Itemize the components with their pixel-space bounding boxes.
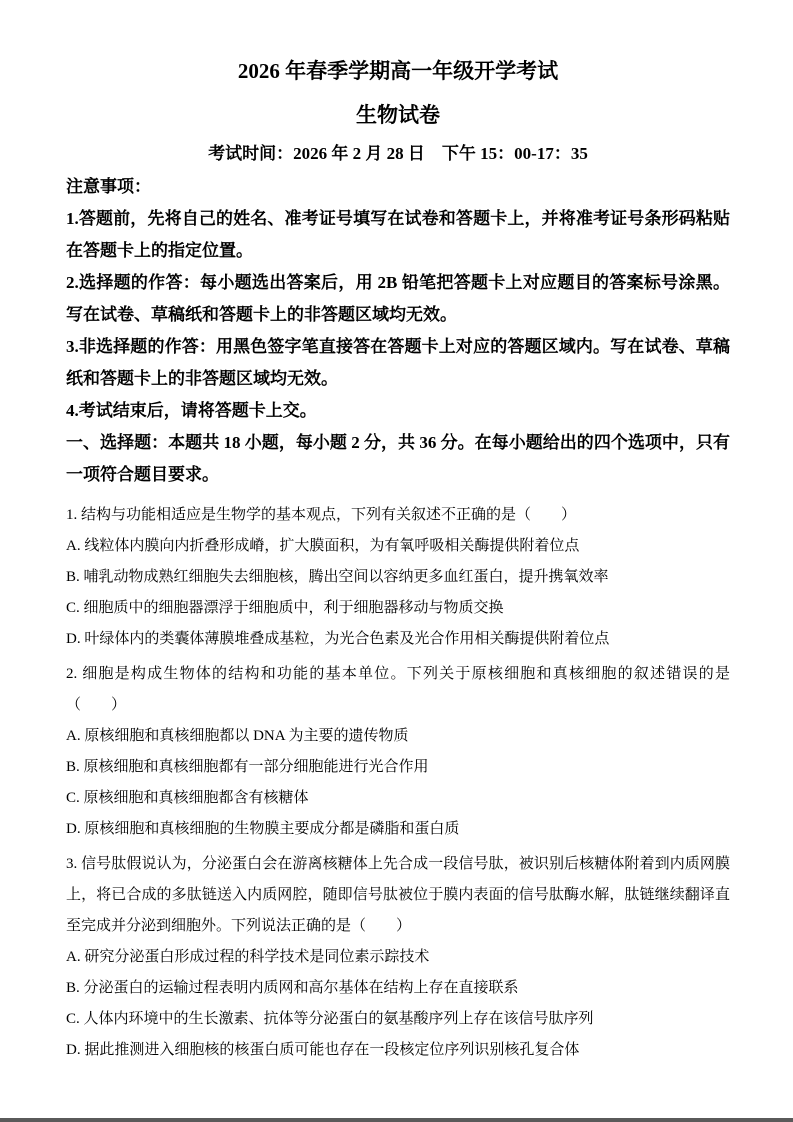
question-2-option-c: C. 原核细胞和真核细胞都含有核糖体 [66, 790, 309, 806]
exam-time-line: 考试时间：2026 年 2 月 28 日 下午 15：00-17：35 [208, 144, 588, 163]
page-subtitle: 生物试卷 [356, 103, 440, 127]
question-1 [66, 500, 730, 655]
question-1-option-a: A. 线粒体内膜向内折叠形成嵴，扩大膜面积，为有氧呼吸相关酶提供附着位点 [66, 538, 580, 554]
notices-section [66, 171, 730, 491]
question-3 [66, 849, 730, 1066]
questions-list [66, 500, 730, 1066]
question-1-option-d: D. 叶绿体内的类囊体薄膜堆叠成基粒，为光合色素及光合作用相关酶提供附着位点 [66, 631, 610, 647]
notice-item-4: 4.考试结束后，请将答题卡上交。 [66, 401, 317, 420]
notices-header: 注意事项： [66, 177, 151, 196]
notice-item-1: 1.答题前，先将自己的姓名、准考证号填写在试卷和答题卡上，并将准考证号条形码粘贴在答题卡上的指定位置。 [66, 209, 730, 260]
section-header-multiple-choice: 一、选择题：本题共 18 小题，每小题 2 分，共 36 分。在每小题给出的四个选项中，只有一项符合题目要求。 [66, 433, 730, 484]
question-2-option-b: B. 原核细胞和真核细胞都有一部分细胞能进行光合作用 [66, 759, 429, 775]
question-3-option-a: A. 研究分泌蛋白形成过程的科学技术是同位素示踪技术 [66, 949, 430, 965]
question-3-option-d: D. 据此推测进入细胞核的核蛋白质可能也存在一段核定位序列识别核孔复合体 [66, 1042, 580, 1058]
page-title: 2026 年春季学期高一年级开学考试 [237, 59, 559, 83]
question-3-stem: 3. 信号肽假说认为，分泌蛋白会在游离核糖体上先合成一段信号肽，被识别后核糖体附着到内质网膜上，将已合成的多肽链送入内质网腔，随即信号肽被位于膜内表面的信号肽酶水解，肽链继续翻译直至完成并分泌到细胞外。下列说法正确的是（ ） [66, 856, 730, 934]
question-2-option-a: A. 原核细胞和真核细胞都以 DNA 为主要的遗传物质 [66, 728, 409, 744]
question-1-option-c: C. 细胞质中的细胞器漂浮于细胞质中，利于细胞器移动与物质交换 [66, 600, 504, 616]
question-3-option-c: C. 人体内环境中的生长激素、抗体等分泌蛋白的氨基酸序列上存在该信号肽序列 [66, 1011, 594, 1027]
question-2-stem: 2. 细胞是构成生物体的结构和功能的基本单位。下列关于原核细胞和真核细胞的叙述错误的是（ ） [66, 666, 730, 713]
page-bottom-edge [0, 1118, 793, 1122]
question-1-option-b: B. 哺乳动物成熟红细胞失去细胞核，腾出空间以容纳更多血红蛋白，提升携氧效率 [66, 569, 609, 585]
question-3-option-b: B. 分泌蛋白的运输过程表明内质网和高尔基体在结构上存在直接联系 [66, 980, 519, 996]
question-2-option-d: D. 原核细胞和真核细胞的生物膜主要成分都是磷脂和蛋白质 [66, 821, 460, 837]
question-1-stem: 1. 结构与功能相适应是生物学的基本观点，下列有关叙述不正确的是（ ） [66, 507, 577, 523]
notice-item-3: 3.非选择题的作答：用黑色签字笔直接答在答题卡上对应的答题区域内。写在试卷、草稿纸和答题卡上的非答题区域均无效。 [66, 337, 730, 388]
question-2 [66, 659, 730, 845]
notice-item-2: 2.选择题的作答：每小题选出答案后，用 2B 铅笔把答题卡上对应题目的答案标号涂黑。写在试卷、草稿纸和答题卡上的非答题区域均无效。 [66, 273, 730, 324]
